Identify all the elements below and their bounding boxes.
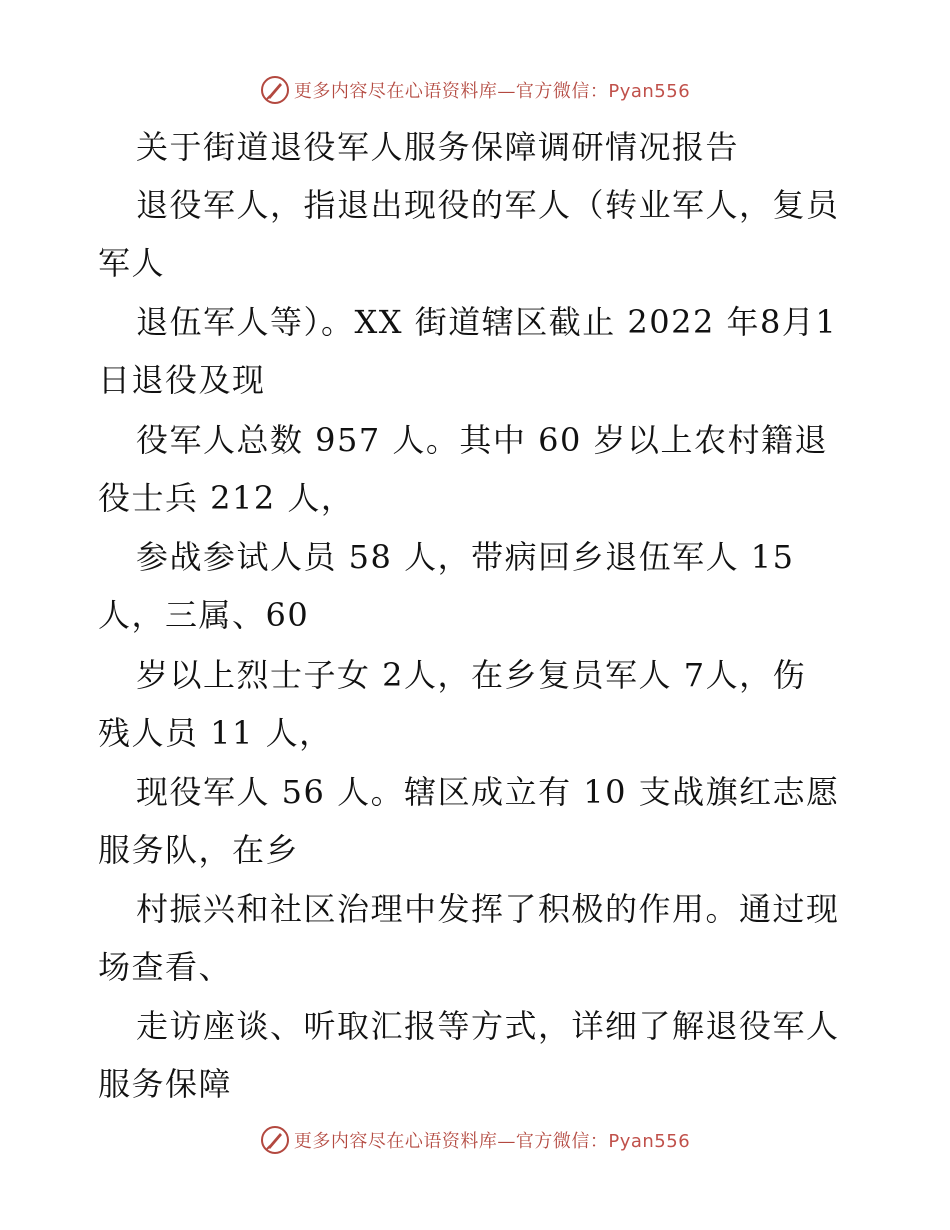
paragraph-line: 参战参试人员 58 人，带病回乡退伍军人 15	[136, 538, 795, 576]
paragraph-line: 日退役及现	[98, 361, 266, 399]
paragraph-line: 走访座谈、听取汇报等方式，详细了解退役军人	[136, 1007, 840, 1045]
paragraph-line: 服务保障	[98, 1065, 233, 1103]
paragraph-line: 服务队，在乡	[98, 831, 300, 869]
paragraph-line: 退役军人，指退出现役的军人（转业军人，复员	[136, 186, 840, 224]
paragraph-line: 场查看、	[98, 948, 233, 986]
watermark-text-cn: 更多内容尽在心语资料库—官方微信：	[293, 81, 609, 102]
paragraph-line: 役士兵 212 人，	[98, 479, 355, 517]
paragraph-line: 残人员 11 人，	[98, 714, 333, 752]
paragraph-line: 退伍军人等）。XX 街道辖区截止 2022 年8月1	[136, 303, 838, 341]
header-watermark	[0, 72, 950, 108]
watermark-wechat-id: Pyan556	[608, 81, 691, 102]
quill-logo-icon	[260, 1125, 290, 1155]
document-title: 关于街道退役军人服务保障调研情况报告	[136, 128, 740, 166]
footer-watermark	[0, 1122, 950, 1158]
paragraph-line: 人，三属、60	[98, 596, 310, 634]
paragraph-line: 岁以上烈士子女 2人，在乡复员军人 7人，伤	[136, 656, 807, 694]
watermark-wechat-id: Pyan556	[608, 1131, 691, 1152]
watermark-text	[294, 1127, 690, 1153]
quill-logo-icon	[260, 75, 290, 105]
watermark-text-cn: 更多内容尽在心语资料库—官方微信：	[293, 1131, 609, 1152]
paragraph-line: 役军人总数 957 人。其中 60 岁以上农村籍退	[136, 421, 828, 459]
paragraph-line: 军人	[98, 244, 166, 282]
paragraph-line: 现役军人 56 人。辖区成立有 10 支战旗红志愿	[136, 773, 840, 811]
watermark-text	[294, 77, 690, 103]
paragraph-line: 村振兴和社区治理中发挥了积极的作用。通过现	[136, 890, 840, 928]
